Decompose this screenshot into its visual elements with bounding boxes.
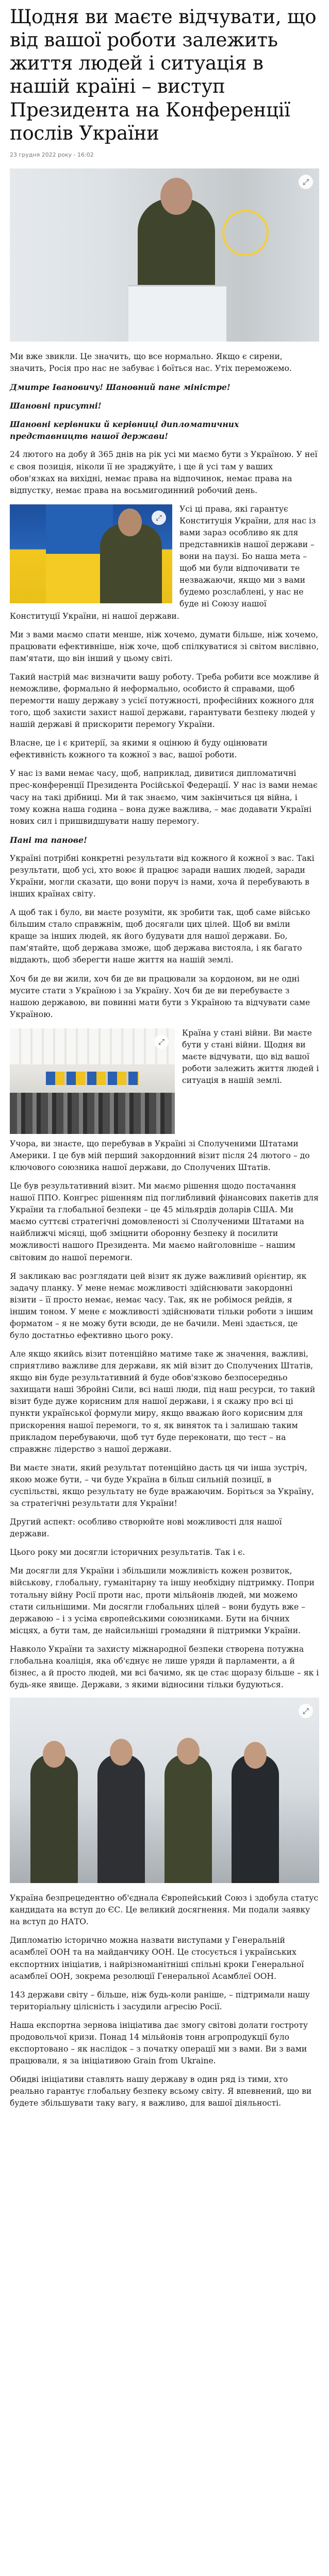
paragraph: Ми досягли для України і збільшили можливість кожен розвиток, військову, глобальну, гуманітарну та іншу необхідну підтримку. Попри тотальну війну Росії проти нас, проти мільйонів людей, ми можемо стати сильнішими. Ми досягли глобальних цілей – вони будуть вже – державою – і з усіма європейськими союзниками. Бути на бічних місцях, а бути там, де найсильніші громадяни й підтримки України. [10,1566,315,1635]
article [10,0,319,2123]
speaker-head [160,178,192,215]
paragraph: Ми з вами маємо спати менше, ніж хочемо, думати більше, ніж хочемо, працювати ефективніше, ніж хоче, щоб спілкуватися зі світом вислівно, пам'ятати, що він інший у цьому світі. [10,630,319,663]
paragraph: Україна безпрецедентно об'єднала Європейський Союз і здобула статус кандидата на вступ до ЄС. Це великий досягнення. Ми подали заявку на вступ до НАТО. [10,1893,319,1927]
paragraph: Такий настрій має визначити вашу роботу. Треба робити все можливе й неможливе, формально й неформально, особисто й справами, щоб перемогти нашу державу з усієї потужності, професійних кожного для того, щоб захисти захист нашої держави, гарантувати безпеку людей у нашій державі й прискорити перемогу України. [10,672,319,730]
paragraph: А щоб так і було, ви маєте розуміти, як зробити так, щоб саме військо більшим стало справжнім, щоб досягали цих цілей. Щоб ви вміли краще за інших людей, як його будувати для нашої держави. Бо, пам'ятайте, щоб держава зможе, щоб держава вистояла, і як багато віддають, щоб зберегти наше життя на нашій землі. [10,908,310,965]
article-title: Щодня ви маєте відчувати, що від вашої роботи залежить життя людей і ситуація в нашій країні – виступ Президента на Конференції послів України [10,6,317,144]
paragraph: Обидві ініціативи ставлять нашу державу в один ряд із тими, хто реально гарантує глобальну безпеку всьому світу. Я впевнений, що ви будете збільшувати таку вагу, я важливо, для вашої діяльності. [10,2075,312,2108]
paragraph: Але якщо якийсь візит потенційно матиме таке ж значення, важливі, сприятливо важливе для держави, як мій візит до Сполучених Штатів, якщо він буде результативний й буде обов'язково безпосередньо захищати наші Збройні Сили, всі наші люди, під наш ресурси, то такий візит буде дуже корисним для нашої держави, і я скажу про всі ці пункти української формули миру, якщо вважаю його корисним для прискорення нашої перемоги, то я, як виняток та і залишаю таким прикладом перебуваючи, щоб тут буде переконати, що тест – на справжнє лідерство з нашої держави. [10,1349,316,1454]
paragraph: Пані та панове! [10,835,87,845]
speaker-head [118,509,142,536]
person-figure [30,1754,78,1883]
paragraph: Шановні керівники й керівниці дипломатичних представництв нашої держави! [10,419,239,442]
paragraph: 24 лютого на добу й 365 днів на рік усі ми маємо бути з Україною. У неї є своя позиція, ніколи її не зраджуйте, і ще й усі там у ваших обов'язках на вихідні, немає права на відпочинок, немає права на відпустку, немає права на восьмигодинний робочий день. [10,450,318,495]
zoom-icon[interactable]: ⤢ [154,1035,169,1049]
photo-conference-hall[interactable] [10,1028,175,1134]
paragraph: Навколо України та захисту міжнародної безпеки створена потужна глобальна коаліція, яка об'єднує не лише уряди й парламенти, а й бізнес, а й просто людей, ми всі бачимо, як це стає щоразу більше – як і будь-яке явище. Держави, з якими відносини тільки будуються. [10,1644,319,1690]
person-head [244,1742,267,1769]
person-head [177,1738,200,1765]
person-figure [164,1754,212,1883]
paragraph: Цього року ми досягли історичних результатів. Так і є. [10,1548,245,1557]
person-figure [97,1754,145,1883]
zoom-icon[interactable]: ⤢ [299,1704,313,1718]
paragraph: У нас із вами немає часу, щоб, наприклад, дивитися дипломатичні прес-конференції Президента Російської Федерації. У нас із вами немає часу на такі дрібниці. Ми й так знаємо, чим закінчиться ця війна, і тому кожна наша година – вона дуже важлива, – має додавати Україні нових сил і пришвидшувати нашу перемогу. [10,769,318,826]
paragraph: Учора, ви знаєте, що перебував в Україні зі Сполученими Штатами Америки. І це був мій перший закордонний візит після 24 лютого – до ключового союзника нашої держави, до Сполучених Штатів. [10,1139,310,1172]
paragraph: Країна у стані війни. Ви маєте бути у стані війни. Щодня ви маєте відчувати, що від вашої роботи залежить життя людей і ситуація в нашій землі. [182,1028,319,1086]
paragraph: Ви маєте знати, який результат потенційно дасть ця чи інша зустріч, якою може бути, – чи буде Україна в більш сильній позиції, в суспільстві, якщо результату не буде вражаючим. Боріться за Україну, за стратегічні результати для України! [10,1463,314,1509]
paragraph: Я закликаю вас розглядати цей візит як дуже важливий орієнтир, як задачу планку. У мене немає можливості здійснювати закордонні візити – її просто немає, немає часу. Так, як не робімося рейдів, я іншим тоном. У мене є можливості здійснювати тільки роботи з іншим форматом – я не можу бути всюди, де не бачили. Мені здається, це було достатньо ефективно цього року. [10,1271,314,1341]
zoom-icon[interactable]: ⤢ [299,175,313,189]
paragraph: Шановні присутні! [10,401,102,411]
paragraph: Це був результативний візит. Ми маємо рішення щодо постачання нашої ППО. Конгрес рішенням під поглибливий фінансових пакетів для України та глобальної безпеки – це 45 мільярдів доларів США. Ми маємо суттєві стратегічні домовленості зі Сполученими Штатами на найближчі місяці, щоб зміцнити оборонну безпеку й посилити можливості нашого Президента. Ми маємо найголовніше – нашим світовим до нашої перемоги. [10,1181,319,1262]
lectern [128,285,226,342]
paragraph: Власне, це і є критерії, за якими я оцінюю й буду оцінювати ефективність кожного та кожної з вас, вашої роботи. [10,738,268,760]
hall-ceiling [10,1028,175,1064]
article-date: 23 грудня 2022 року - 16:02 [10,151,94,158]
person-figure [232,1754,279,1883]
person-head [110,1739,133,1766]
hall-flags [46,1072,139,1085]
paragraph: 143 держави світу – більше, ніж будь-коли раніше, – підтримали нашу територіальну цілісність і засудили агресію Росії. [10,1990,310,2011]
paragraph: Другий аспект: особливо створюйте нові можливості для нашої держави. [10,1517,282,1539]
paragraph: Дипломатію історично можна назвати виступами у Генеральній асамблеї ООН та на майданчику ООН. Це стосується і українських експортних ініціатив, і найрізноманітніші спільні кроки Генеральної асамблеї ООН, зокрема резолюції Генеральної Асамблеї ООН. [10,1936,304,1981]
photo-officials[interactable] [10,1698,319,1883]
paragraph: Усі ці права, які гарантує Конституція України, для нас із вами зараз особливо як для представників нашої держави – вони на паузі. Бо наша мета – щоб ми були відпочивати те незважаючи, якщо ми з вами будемо розслаблені, у нас не буде ні Союзу нашої Конституції України, ні нашої держави. [10,504,316,621]
paragraph: Україні потрібні конкретні результати від кожного й кожної з вас. Такі результати, щоб усі, хто воює й працює заради наших людей, заради України, могли сказати, що вони поруч із нами, хоча й перебувають в інших країнах світу. [10,853,315,899]
zoom-icon[interactable]: ⤢ [152,511,166,525]
paragraph: Хоч би де ви жили, хоч би де ви працювали за кордоном, ви не одні мусите стати з Україною і за Україну. Хоч би де ви перебуваєте з нашою державою, ви повинні мати бути з Україною та відчувати саме Україною. [10,974,310,1019]
person-head [43,1741,65,1768]
paragraph: Ми вже звикли. Це значить, що все нормально. Якщо є сирени, значить, Росія про нас не забуває і боїться нас. Утіх переможемо. [10,352,292,374]
photo-flag-speaker[interactable] [10,504,172,603]
paragraph: Дмитре Івановичу! Шановний пане міністре! [10,382,231,393]
paragraph: Наша експортна зернова ініціатива дає змогу світові долати гостроту продовольчої кризи. Понад 14 мільйонів тонн агропродукції було експортовано – як наслідок – з початку операції ми з вами. Ви з вами працювали, я за ініціативою Grain from Ukraine. [10,2020,308,2066]
audience [10,1093,175,1134]
ministry-logo-icon [222,210,269,256]
hero-photo[interactable] [10,168,319,342]
